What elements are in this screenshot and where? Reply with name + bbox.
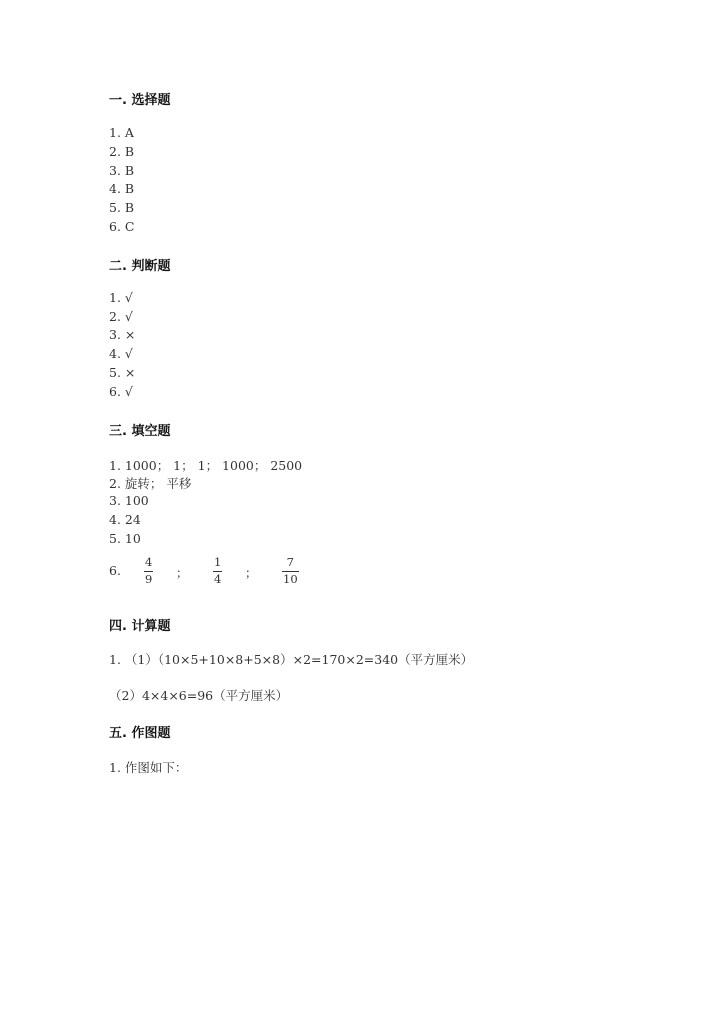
answer-line: 6. C xyxy=(109,219,135,234)
answer-line: 4. √ xyxy=(109,346,133,361)
answer-line: 1. （1）（10×5+10×8+5×8）×2=170×2=340（平方厘米） xyxy=(109,652,474,667)
section-heading-calc: 四. 计算题 xyxy=(109,619,171,634)
answer-line: 2. √ xyxy=(109,309,133,324)
section-heading-choice: 一. 选择题 xyxy=(109,93,171,108)
answer-line: 2. B xyxy=(109,144,135,159)
answer-line: 1. 1000； 1； 1； 1000； 2500 xyxy=(109,458,303,473)
answer-line: 5. 10 xyxy=(109,531,141,546)
answer-line: 3. 100 xyxy=(109,493,149,508)
answer-line: 5. B xyxy=(109,200,135,215)
fraction-numerator: 1 xyxy=(214,555,222,569)
fraction-denominator: 10 xyxy=(283,571,298,586)
answer-line: 6. √ xyxy=(109,384,133,399)
answer-line: （2）4×4×6=96（平方厘米） xyxy=(109,688,289,703)
section-heading-draw: 五. 作图题 xyxy=(109,726,171,741)
answer-line: 5. × xyxy=(109,365,136,380)
answer-line: 1. A xyxy=(109,125,134,140)
answer-line: 2. 旋转； 平移 xyxy=(109,476,192,491)
fraction-denominator: 9 xyxy=(145,571,153,586)
answer-line: 4. 24 xyxy=(109,512,141,527)
section-heading-judge: 二. 判断题 xyxy=(109,259,171,274)
answer-line: 1. 作图如下： xyxy=(109,760,188,775)
answer-line: 4. B xyxy=(109,181,135,196)
fraction-numerator: 4 xyxy=(145,555,153,569)
answer-line: 3. B xyxy=(109,163,135,178)
fraction-separator: ； xyxy=(245,566,258,580)
fraction-7-10 xyxy=(282,557,299,585)
fraction-denominator: 4 xyxy=(214,571,222,586)
answer-line-label: 6. xyxy=(109,563,121,578)
answer-line: 3. × xyxy=(109,327,136,342)
answer-line: 1. √ xyxy=(109,290,133,305)
fraction-1-4 xyxy=(213,557,222,585)
section-heading-fill: 三. 填空题 xyxy=(109,424,171,439)
fraction-4-9 xyxy=(144,557,153,585)
fraction-separator: ； xyxy=(176,566,189,580)
fraction-numerator: 7 xyxy=(286,555,294,569)
